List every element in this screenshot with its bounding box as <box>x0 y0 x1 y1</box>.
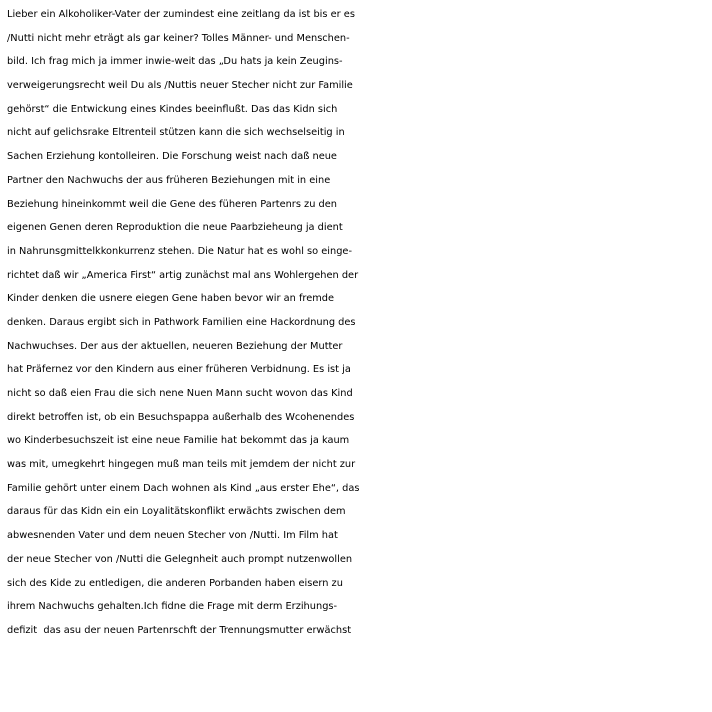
text-line: verweigerungsrecht weil Du als /Nuttis neuer Stecher nicht zur Familie <box>7 80 353 92</box>
text-line: Sachen Erziehung kontolleiren. Die Forschung weist nach daß neue <box>7 151 337 163</box>
text-line: ihrem Nachwuchs gehalten.Ich fidne die Frage mit derm Erzihungs- <box>7 601 338 613</box>
text-line: sich des Kide zu entledigen, die anderen Porbanden haben eisern zu <box>7 577 343 589</box>
text-line: Beziehung hineinkommt weil die Gene des füheren Partenrs zu den <box>7 198 337 210</box>
text-line: der neue Stecher von /Nutti die Gelegnheit auch prompt nutzenwollen <box>7 553 353 565</box>
text-line: hat Präfernez vor den Kindern aus einer früheren Verbidnung. Es ist ja <box>7 364 351 376</box>
text-line: wo Kinderbesuchszeit ist eine neue Familie hat bekommt das ja kaum <box>7 435 350 447</box>
text-line: defizit das asu der neuen Partenrschft der Trennungsmutter erwächst <box>7 624 352 636</box>
text-line: Kinder denken die usnere eiegen Gene haben bevor wir an fremde <box>7 293 335 305</box>
text-line: Partner den Nachwuchs der aus früheren Beziehungen mit in eine <box>7 174 331 186</box>
text-line: /Nutti nicht mehr eträgt als gar keiner? Tolles Männer- und Menschen- <box>7 32 350 44</box>
text-line: was mit, umegkehrt hingegen muß man teils mit jemdem der nicht zur <box>7 459 356 471</box>
text-line: Familie gehört unter einem Dach wohnen als Kind „aus erster Ehe“, das <box>7 482 360 494</box>
text-line: Lieber ein Alkoholiker-Vater der zumindest eine zeitlang da ist bis er es <box>7 9 355 20</box>
text-line: eigenen Genen deren Reproduktion die neue Paarbzieheung ja dient <box>7 222 343 234</box>
text-line: nicht so daß eien Frau die sich nene Nuen Mann sucht wovon das Kind <box>7 388 353 399</box>
text-line: direkt betroffen ist, ob ein Besuchspappa außerhalb des Wcohenendes <box>7 411 355 423</box>
text-line: bild. Ich frag mich ja immer inwie-weit das „Du hats ja kein Zeugins- <box>7 56 343 68</box>
text-line: abwesnenden Vater und dem neuen Stecher von /Nutti. Im Film hat <box>7 530 338 542</box>
body-text <box>7 3 712 643</box>
text-line: denken. Daraus ergibt sich in Pathwork Familien eine Hackordnung des <box>7 316 356 328</box>
text-line: nicht auf gelichsrake Eltrenteil stützen kann die sich wechselseitig in <box>7 127 345 139</box>
text-line: daraus für das Kidn ein ein Loyalitätskonflikt erwächts zwischen dem <box>7 506 346 518</box>
text-line: richtet daß wir „America First“ artig zunächst mal ans Wohlergehen der <box>7 269 359 281</box>
text-line: in Nahrunsgmittelkkonkurrenz stehen. Die Natur hat es wohl so einge- <box>7 245 352 257</box>
text-line: Nachwuchses. Der aus der aktuellen, neueren Beziehung der Mutter <box>7 340 343 352</box>
text-line: gehörst“ die Entwickung eines Kindes beeinflußt. Das das Kidn sich <box>7 103 338 115</box>
